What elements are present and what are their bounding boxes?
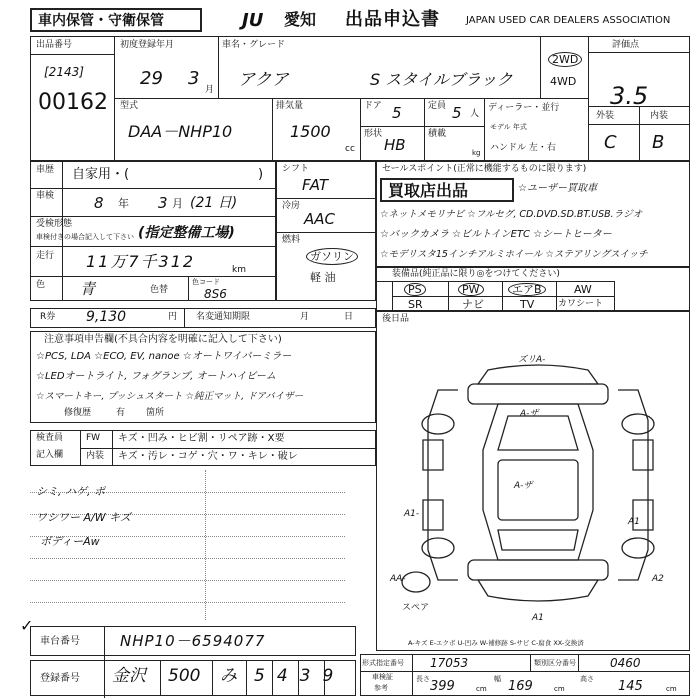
inspector-row2-text: キズ・汚レ・コゲ・穴・ワ・キレ・破レ — [118, 451, 298, 462]
rating-label: 評価点 — [612, 40, 640, 50]
dealer-label: ディーラー・並行 — [488, 103, 560, 113]
displacement-unit: cc — [345, 144, 355, 154]
color-code: 8S6 — [204, 287, 227, 301]
storage-tag — [30, 8, 202, 32]
ju-logo — [240, 10, 280, 32]
inspector-note-3: ボディーAw — [40, 535, 100, 548]
displacement-value: 1500 — [290, 122, 331, 141]
dimensions-label-bottom: 参考 — [374, 684, 388, 692]
color-code-label: 色コード — [192, 278, 220, 286]
displacement-label: 排気量 — [276, 101, 304, 111]
spare-label: スペア — [402, 603, 430, 613]
plate-label: 登録番号 — [40, 673, 80, 684]
mileage-unit: km — [232, 265, 246, 275]
plate-kana: み — [220, 666, 237, 686]
fuel-option-gasoline: ガソリン — [306, 248, 358, 265]
color-change-label: 色替 — [150, 285, 169, 295]
capacity-value: 5 — [452, 104, 462, 122]
mileage-value: 11万7千312 — [86, 252, 196, 271]
car-grade: S スタイルブラック — [370, 70, 513, 89]
inspection-day: (21 日) — [190, 195, 238, 211]
equip-navi: ナビ — [462, 298, 484, 311]
plate-class: 500 — [168, 666, 201, 686]
tax-label: R券 — [40, 312, 56, 322]
diagram-mark-bottom-left: AA- — [390, 574, 406, 584]
inspector-row1-head: FW — [86, 433, 101, 443]
equip-ps: PS — [404, 283, 426, 296]
equip-leather: カワシート — [558, 299, 604, 309]
ju-logo-text: JU — [242, 10, 264, 31]
width-label: 幅 — [494, 675, 501, 683]
lot-label: 出品番号 — [36, 40, 73, 50]
capacity-label: 定員 — [428, 101, 447, 111]
notes-line-3: ☆スマートキー, プッシュスタート ☆純正マット, ドアバイザー — [36, 391, 304, 402]
model-value: DAA－NHP10 — [128, 122, 233, 141]
repair-label: 修復歴 — [64, 408, 92, 418]
inspector-label-1: 検査員 — [36, 433, 64, 443]
length-value: 399 — [430, 679, 455, 694]
lot-number: 00162 — [38, 90, 108, 115]
model-year-label: モデル 年式 — [490, 123, 527, 131]
width-unit: cm — [554, 685, 565, 693]
rating-score: 3.5 — [610, 82, 649, 110]
notes-line-2: ☆LEDオートライト, フォグランプ, オートハイビーム — [36, 371, 276, 382]
inspector-note-2: ワシワー A/W キズ — [36, 511, 131, 524]
load-unit: kg — [472, 149, 481, 157]
diagram-mark-top: ズリA- — [518, 355, 546, 365]
dealer-stamp-text: 買取店出品 — [388, 181, 469, 200]
color-value: 青 — [80, 280, 96, 298]
height-value: 145 — [618, 679, 643, 694]
inspector-row1-text: キズ・凹み・ヒビ割・リペア跡・X要 — [118, 433, 285, 444]
diagram-mark-upper: A-ザ — [520, 409, 539, 419]
inspection-month: 3 — [158, 194, 168, 212]
loading-label: 後日品 — [382, 314, 410, 324]
plate-region: 金沢 — [112, 666, 146, 686]
diagram-mark-right: A1 — [628, 517, 640, 527]
diagram-mark-rear: A1 — [532, 613, 544, 623]
inspection-month-unit: 月 — [172, 197, 183, 210]
inspector-row2-head: 内装 — [86, 451, 105, 461]
repair-value: 有 — [116, 408, 126, 418]
equip-aw: AW — [574, 283, 592, 296]
usage-label: 車歴 — [36, 165, 55, 175]
selling-line-3: ☆モデリスタ15インチアルミホイール ☆ステアリングスイッチ — [380, 249, 648, 260]
equip-tv: TV — [520, 298, 535, 311]
selling-line-2: ☆バックカメラ ☆ビルトインETC ☆シートヒーター — [380, 229, 612, 240]
dealer-stamp — [380, 178, 514, 202]
load-label: 積載 — [428, 129, 447, 139]
acceptance-label: 受検形態 — [36, 219, 73, 229]
notes-line-1: ☆PCS, LDA ☆ECO, EV, nanoe ☆オートワイパーミラー — [36, 351, 292, 362]
capacity-unit: 人 — [470, 109, 480, 119]
drive-2wd: 2WD — [548, 52, 582, 67]
selling-line-1: ☆ネットメモリナビ ☆フルセグ, CD.DVD.SD.BT.USB.ラジオ — [380, 209, 643, 220]
shape-value: HB — [384, 136, 406, 154]
name-change-label: 名変通知期限 — [196, 312, 251, 322]
exterior-label: 外装 — [596, 111, 615, 121]
height-unit: cm — [666, 685, 677, 693]
name-change-day: 日 — [344, 312, 354, 322]
tax-value: 9,130 — [86, 309, 127, 325]
interior-grade: B — [652, 132, 665, 153]
fuel-label: 燃料 — [282, 235, 301, 245]
equip-pw: PW — [458, 283, 484, 296]
car-label: 車名・グレード — [222, 40, 286, 50]
lot-sub-number: [2143] — [44, 65, 84, 79]
acceptance-note: 車検付きの場合記入して下さい — [36, 233, 134, 241]
damage-legend: A-キズ E-エクボ U-凹み W-補修跡 S-サビ C-腐食 XX-交換済 — [408, 639, 584, 647]
inspector-label-2: 記入欄 — [36, 450, 64, 460]
form-title: 出品申込書 — [345, 9, 440, 30]
cooling-value: AAC — [304, 210, 335, 228]
inspection-year-unit: 年 — [118, 197, 129, 210]
shift-value: FAT — [302, 176, 329, 194]
cooling-label: 冷房 — [282, 201, 301, 211]
selling-points-label: セールスポイント(正常に機能するものに限ります) — [382, 164, 587, 174]
shift-label: シフト — [282, 164, 310, 174]
fuel-option-diesel: 軽 油 — [310, 271, 336, 284]
diagram-mark-center: A-ザ — [514, 481, 533, 491]
designation-value: 17053 — [430, 656, 469, 670]
doors-value: 5 — [392, 104, 402, 122]
dimensions-label-top: 車検証 — [372, 673, 393, 681]
shape-label: 形状 — [364, 129, 383, 139]
equipment-label: 装備品(純正品に限り◎をつけてください) — [392, 269, 560, 279]
color-label: 色 — [36, 280, 46, 290]
category-label: 類別区分番号 — [534, 659, 576, 667]
car-name: アクア — [238, 70, 289, 90]
length-label: 長さ — [416, 675, 430, 683]
registration-label: 初度登録年月 — [120, 40, 175, 50]
chassis-label: 車台番号 — [40, 636, 80, 647]
inspection-year: 8 — [94, 194, 104, 212]
car-diagram — [398, 360, 678, 620]
model-label: 型式 — [120, 101, 139, 111]
diagram-mark-left: A1- — [404, 509, 420, 519]
association-name: JAPAN USED CAR DEALERS ASSOCIATION — [466, 15, 671, 26]
repair-place: 箇所 — [146, 408, 165, 418]
handle-label: ハンドル 左・右 — [490, 143, 556, 153]
inspection-label: 車検 — [36, 191, 55, 201]
diagram-mark-bottom-right: A2 — [652, 574, 664, 584]
category-value: 0460 — [610, 656, 641, 670]
drive-4wd: 4WD — [550, 75, 577, 88]
designation-label: 形式指定番号 — [362, 659, 404, 667]
mileage-label: 走行 — [36, 251, 55, 261]
inspector-note-1: シミ, ハゲ, ポ — [36, 485, 105, 498]
plate-number: 5439 — [254, 666, 346, 686]
equip-sr: SR — [408, 298, 423, 311]
tax-unit: 円 — [168, 312, 178, 322]
name-change-month: 月 — [300, 312, 310, 322]
registration-month: 3 — [188, 68, 200, 89]
doors-label: ドア — [364, 101, 382, 111]
height-label: 高さ — [580, 675, 594, 683]
check-mark: ✓ — [20, 616, 34, 635]
selling-note: ☆ユーザー買取車 — [518, 183, 597, 194]
length-unit: cm — [476, 685, 487, 693]
chassis-value: NHP10－6594077 — [120, 632, 266, 650]
registration-year: 29 — [140, 68, 163, 89]
acceptance-value: (指定整備工場) — [138, 225, 235, 241]
interior-label: 内装 — [650, 111, 669, 121]
exterior-grade: C — [604, 132, 617, 153]
usage-close: ) — [258, 167, 264, 182]
width-value: 169 — [508, 679, 533, 694]
registration-month-unit: 月 — [205, 85, 215, 95]
notes-label: 注意事項申告欄(不具合内容を明確に記入して下さい) — [44, 334, 282, 345]
brand-name: 愛知 — [284, 10, 317, 29]
storage-tag-text: 車内保管・守衛保管 — [38, 13, 164, 29]
equip-airbag: エアB — [508, 283, 546, 296]
usage-value: 自家用・( — [72, 167, 130, 182]
